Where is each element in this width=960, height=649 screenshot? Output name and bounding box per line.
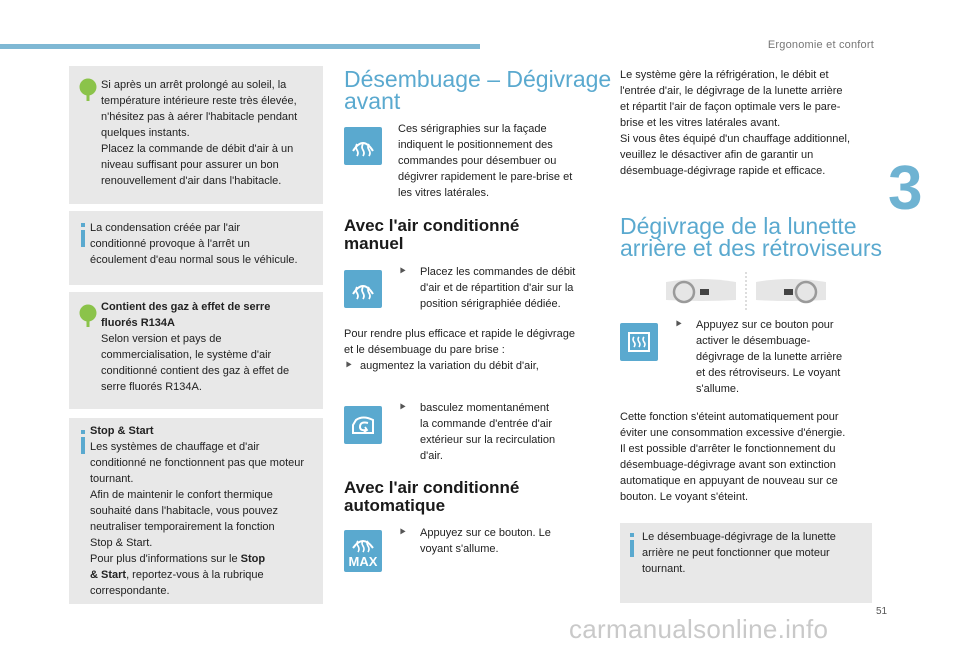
text-line: d'air.: [420, 450, 443, 462]
front-intro: [398, 121, 572, 201]
title-line: arrière et des rétroviseurs: [620, 235, 883, 261]
text-line: neutraliser temporairement la fonction: [90, 521, 275, 533]
text-line: basculez momentanément: [420, 402, 550, 414]
text-line: automatique en appuyant de nouveau sur ce: [620, 475, 838, 487]
box-title: Contient des gaz à effet de serre: [101, 301, 271, 313]
title-line: automatique: [344, 496, 446, 515]
bullet-marker: ⯈: [398, 402, 407, 414]
text-line: la commande d'entrée d'air: [420, 418, 552, 430]
text-line: Le système gère la réfrigération, le débit et: [620, 69, 829, 81]
text-line: n'hésitez pas à aérer l'habitacle pendant: [101, 111, 298, 123]
section-title-front: [344, 68, 611, 112]
box-title: Stop & Start: [90, 425, 154, 437]
bullet-marker: ⯈: [674, 319, 683, 331]
automatic-bullet: [398, 525, 551, 557]
text-line: et des rétroviseurs. Le voyant: [696, 367, 841, 379]
page-number: 51: [876, 606, 888, 617]
text-line: Pour plus d'informations sur le: [90, 553, 241, 565]
text-line: Appuyez sur ce bouton pour: [696, 319, 834, 331]
info-box-engine: [620, 523, 872, 603]
text-line: augmentez la variation du débit d'air,: [360, 360, 539, 372]
text-line: l'entrée d'air, le dégivrage de la lunette arrière: [620, 85, 843, 97]
text-line: Stop & Start.: [90, 537, 153, 549]
text-line: Le désembuage-dégivrage de la lunette: [642, 531, 836, 543]
box-title: fluorés R134A: [101, 317, 175, 329]
tip-box-r134a: [69, 292, 323, 409]
text-line: Cette fonction s'éteint automatiquement pour: [620, 411, 839, 423]
text-line: désembuage-dégivrage avant son extinction: [620, 459, 836, 471]
text-line: d'air et de répartition d'air sur la: [420, 282, 574, 294]
max-label: MAX: [348, 554, 378, 569]
text-line: quelques instants.: [101, 127, 190, 139]
text-line: conditionné provoque à l'arrêt un: [90, 238, 250, 250]
text-line: , reportez-vous à la rubrique: [126, 569, 264, 581]
text-line: extérieur sur la recirculation: [420, 434, 556, 446]
bullet-marker: ⯈: [398, 527, 407, 539]
text-line: tournant.: [642, 563, 686, 575]
subtitle-automatic: [344, 479, 519, 515]
title-line: manuel: [344, 234, 404, 253]
text-line: et répartit l'air de façon optimale vers le pare-: [620, 101, 841, 113]
text-line: veuillez le désactiver afin de garantir un: [620, 149, 814, 161]
info-icon: [627, 533, 637, 557]
text-line: position sérigraphiée dédiée.: [420, 298, 561, 310]
rear-defrost-icon: [620, 323, 658, 361]
text-line: dégivrer rapidement le pare-brise et: [398, 171, 573, 183]
text-line: souhaité dans l'habitacle, vous pouvez: [90, 505, 279, 517]
title-line: Dégivrage de la lunette: [620, 213, 857, 239]
text-line: serre fluorés R134A.: [101, 381, 202, 393]
text-bold: Stop: [240, 553, 266, 565]
text-line: éviter une consommation excessive d'énergie.: [620, 427, 846, 439]
front-defrost-icon: [344, 127, 382, 165]
chapter-number: 3: [888, 154, 923, 223]
text-line: Pour rendre plus efficace et rapide le dégivrage: [344, 328, 575, 340]
text-line: commercialisation, le système d'air: [101, 349, 272, 361]
recirculation-icon: [344, 406, 382, 444]
text-line: bouton. Le voyant s'éteint.: [620, 491, 749, 503]
text-line: commandes pour désembuer ou: [398, 155, 557, 167]
text-line: Si après un arrêt prolongé au soleil, la: [101, 79, 287, 91]
manual-defrost-icon: [344, 270, 382, 308]
info-icon: [78, 430, 88, 454]
text-line: correspondante.: [90, 585, 170, 597]
text-line: Si vous êtes équipé d'un chauffage additionnel,: [620, 133, 851, 145]
info-icon: [78, 223, 88, 247]
bullet-marker: ⯈: [344, 360, 353, 372]
text-line: Ces sérigraphies sur la façade: [398, 123, 547, 135]
text-line: Placez la commande de débit d'air à un: [101, 143, 294, 155]
text-bold: & Start: [90, 569, 127, 581]
title-line: Désembuage – Dégivrage: [344, 66, 612, 92]
text-line: écoulement d'eau normal sous le véhicule.: [90, 254, 298, 266]
section-title-rear: [620, 215, 882, 259]
dashboard-illustration: [666, 272, 826, 312]
tip-box-sun: [69, 66, 323, 204]
text-line: arrière ne peut fonctionner que moteur: [642, 547, 830, 559]
text-line: s'allume.: [696, 383, 740, 395]
right-intro: [620, 67, 850, 179]
info-box-condensation: [69, 211, 323, 285]
text-line: Les systèmes de chauffage et d'air: [90, 441, 260, 453]
header-bar: [0, 44, 480, 49]
tree-icon: [79, 78, 97, 102]
section-name: Ergonomie et confort: [767, 39, 874, 51]
text-line: activer le désembuage-: [696, 335, 811, 347]
title-line: Avec l'air conditionné: [344, 216, 520, 235]
text-line: voyant s'allume.: [420, 543, 499, 555]
manual-bullet: [398, 264, 598, 312]
watermark: carmanualsonline.info: [569, 614, 829, 644]
text-line: niveau suffisant pour assurer un bon: [101, 159, 279, 171]
bullet-marker: ⯈: [398, 266, 407, 278]
text-line: Appuyez sur ce bouton. Le: [420, 527, 551, 539]
text-line: Placez les commandes de débit: [420, 266, 576, 278]
manual-text: [344, 326, 575, 374]
text-line: Il est possible d'arrêter le fonctionnement du: [620, 443, 836, 455]
rear-text: [620, 409, 845, 505]
text-line: tournant.: [90, 473, 134, 485]
text-line: conditionné ne fonctionnent pas que moteur: [90, 457, 305, 469]
text-line: Afin de maintenir le confort thermique: [90, 489, 273, 501]
title-line: avant: [344, 88, 401, 114]
subtitle-manual: [344, 217, 519, 253]
text-line: La condensation créée par l'air: [90, 222, 241, 234]
text-line: brise et les vitres latérales avant.: [620, 117, 781, 129]
title-line: Avec l'air conditionné: [344, 478, 520, 497]
max-defrost-icon: [344, 530, 382, 572]
text-line: les vitres latérales.: [398, 187, 490, 199]
text-line: renouvellement d'air dans l'habitacle.: [101, 175, 282, 187]
text-line: et le désembuage du pare brise :: [344, 344, 505, 356]
text-line: température intérieure reste très élevée,: [101, 95, 297, 107]
text-line: Selon version et pays de: [101, 333, 222, 345]
text-line: désembuage-dégivrage rapide et efficace.: [620, 165, 826, 177]
recirculation-bullet: [398, 400, 555, 464]
text-line: indiquent le positionnement des: [398, 139, 553, 151]
text-line: dégivrage de la lunette arrière: [696, 351, 843, 363]
rear-bullet: [674, 317, 842, 397]
text-line: conditionné contient des gaz à effet de: [101, 365, 290, 377]
info-box-stop-start: [69, 418, 323, 604]
tree-icon: [79, 304, 97, 328]
